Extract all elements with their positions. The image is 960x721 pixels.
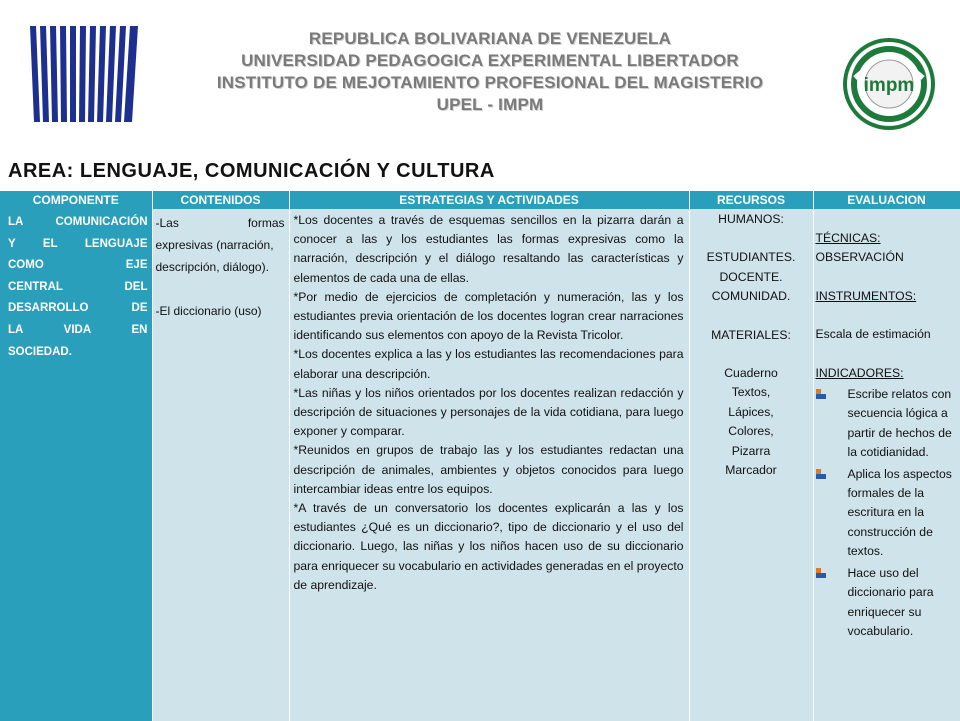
componente-line: Y EL LENGUAJE — [8, 237, 148, 250]
componente-line: SOCIEDAD. — [8, 345, 72, 358]
bullet-arrow-icon — [816, 568, 826, 578]
bullet-arrow-icon — [816, 389, 826, 399]
indicadores-label: INDICADORES: — [815, 365, 904, 380]
contenidos-text — [153, 209, 289, 322]
estrategia-paragraph: *Las niñas y los niños orientados por los docentes realizan redacción y descripción de situaciones y personajes de la vida cotidiana, para luego exponer y comparar. — [293, 385, 684, 439]
indicador-item — [816, 465, 958, 562]
indicador-text: Escribe relatos con secuencia lógica a partir de hechos de la cotidianidad. — [847, 387, 952, 460]
estrategia-paragraph: *Los docentes explica a las y los estudiantes las recomendaciones para elaborar una descripción. — [293, 347, 684, 381]
recurso-material: Cuaderno — [724, 366, 778, 381]
indicador-item — [816, 385, 958, 463]
table-row — [0, 209, 960, 721]
estrategias-cell — [289, 209, 689, 721]
recurso-material: Colores, — [728, 424, 774, 439]
tecnicas-label: TÉCNICAS: — [815, 231, 881, 245]
componente-text — [0, 209, 152, 363]
indicador-text: Aplica los aspectos formales de la escritura en la construcción de textos. — [847, 466, 952, 559]
header-componente: COMPONENTE — [0, 191, 152, 209]
heading-line-2: UNIVERSIDAD PEDAGOGICA EXPERIMENTAL LIBERTADOR — [241, 51, 739, 70]
recursos-text — [690, 209, 813, 480]
indicador-text: Hace uso del diccionario para enriquecer su vocabulario. — [847, 565, 934, 638]
estrategia-paragraph: *Los docentes a través de esquemas sencillos en la pizarra darán a conocer a las y los estudiantes las formas expresivas como la narración, descripción y el diálogo resaltando las características y elementos de cada una de ellas. — [293, 213, 684, 285]
indicador-item — [816, 564, 958, 642]
contenidos-cell — [152, 209, 289, 721]
heading-line-3: INSTITUTO DE MEJOTAMIENTO PROFESIONAL DEL MAGISTERIO — [216, 73, 764, 92]
bullet-arrow-icon — [816, 469, 826, 479]
estrategia-paragraph: *Reunidos en grupos de trabajo las y los estudiantes redactan una descripción de animales, ambientes y objetos conocidos para luego intercambiar ideas entre los equipos. — [293, 443, 684, 496]
humanos-label: HUMANOS: — [718, 212, 784, 226]
recurso-material: Pizarra — [731, 443, 771, 458]
recurso-material: Marcador — [725, 463, 777, 478]
tecnica-value: OBSERVACIÓN — [815, 250, 904, 265]
evaluacion-cell — [813, 209, 960, 721]
recurso-humano: DOCENTE. — [719, 269, 783, 284]
componente-line: DESARROLLO DE — [8, 302, 148, 315]
table-header-row — [0, 191, 960, 209]
componente-line: CENTRAL DEL — [8, 280, 148, 293]
planning-table — [0, 191, 960, 721]
impm-logo-text: impm — [863, 75, 915, 96]
contenido-item-1: expresivas (narración, descripción, diálogo). — [155, 238, 274, 274]
institution-heading — [140, 28, 840, 116]
recurso-humano: COMUNIDAD. — [711, 289, 791, 304]
estrategia-paragraph: *A través de un conversatorio los docentes explicarán a las y los estudiantes ¿Qué es un diccionario?, tipo de diccionario y el uso del diccionario. Luego, las niñas y los niños hacen uso de su diccionario para enriquecer su vocabulario en actividades generadas en el proyecto de aprendizaje. — [293, 501, 684, 592]
componente-line: LA VIDA EN — [8, 323, 148, 336]
estrategias-text — [290, 209, 689, 595]
recurso-material: Lápices, — [728, 404, 774, 419]
area-title: AREA: LENGUAJE, COMUNICACIÓN Y CULTURA — [8, 160, 495, 182]
evaluacion-text — [814, 209, 960, 641]
header-estrategias: ESTRATEGIAS Y ACTIVIDADES — [289, 191, 689, 209]
contenido-item-1-first-line: -Las formas — [155, 216, 285, 230]
contenido-item-2: -El diccionario (uso) — [155, 304, 262, 318]
recursos-cell — [689, 209, 813, 721]
componente-cell — [0, 209, 152, 721]
instrumento-value: Escala de estimación — [815, 327, 931, 342]
heading-line-4: UPEL - IMPM — [436, 95, 544, 114]
heading-line-1: REPUBLICA BOLIVARIANA DE VENEZUELA — [308, 29, 672, 48]
header-recursos: RECURSOS — [689, 191, 813, 209]
materiales-label: MATERIALES: — [711, 327, 791, 342]
header-evaluacion: EVALUACION — [813, 191, 960, 209]
impm-logo-icon — [843, 38, 935, 130]
instrumentos-label: INSTRUMENTOS: — [815, 288, 917, 303]
page-header — [0, 0, 960, 150]
recurso-humano: ESTUDIANTES. — [706, 250, 796, 265]
upel-logo-icon — [30, 26, 140, 122]
header-contenidos: CONTENIDOS — [152, 191, 289, 209]
componente-line: LA COMUNICACIÓN — [8, 216, 148, 228]
estrategia-paragraph: *Por medio de ejercicios de completación y numeración, las y los estudiantes previa orientación de los docentes logran crear narraciones identificando sus elementos con apoyo de la Revista Tricolor. — [293, 289, 684, 343]
recurso-material: Textos, — [731, 385, 771, 400]
componente-line: COMO EJE — [8, 259, 148, 272]
